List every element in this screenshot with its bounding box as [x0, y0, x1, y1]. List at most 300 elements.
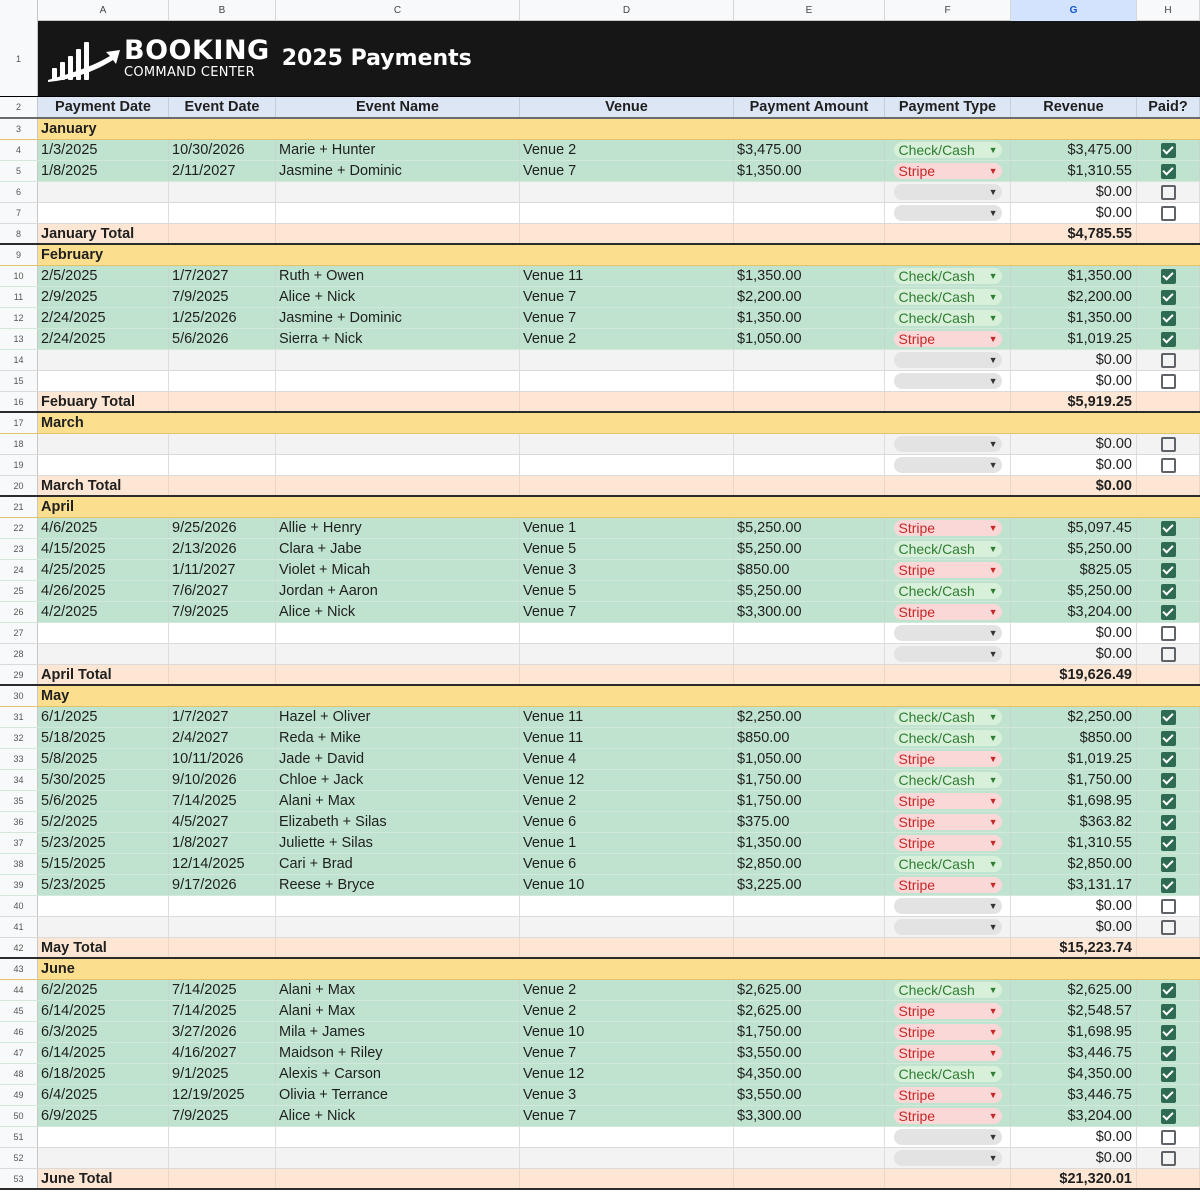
payment-date-cell[interactable]: 2/9/2025 — [38, 287, 169, 307]
payment-amount-cell[interactable]: $1,350.00 — [734, 161, 885, 181]
venue-cell[interactable]: Venue 4 — [520, 749, 734, 769]
payment-type-cell[interactable] — [885, 770, 1011, 790]
empty-cell[interactable] — [276, 896, 520, 916]
empty-cell[interactable] — [38, 371, 169, 391]
event-name-cell[interactable]: Mila + James — [276, 1022, 520, 1042]
payment-type-cell[interactable] — [885, 266, 1011, 286]
empty-cell[interactable] — [276, 434, 520, 454]
event-date-cell[interactable]: 12/14/2025 — [169, 854, 276, 874]
event-date-cell[interactable]: 7/9/2025 — [169, 287, 276, 307]
payment-type-cell[interactable] — [885, 350, 1011, 370]
payment-type-cell[interactable] — [885, 1043, 1011, 1063]
row-number[interactable]: 36 — [0, 812, 38, 832]
empty-cell[interactable] — [520, 455, 734, 475]
payment-amount-cell[interactable]: $2,625.00 — [734, 1001, 885, 1021]
paid-checkbox[interactable] — [1161, 794, 1176, 809]
revenue-cell[interactable]: $0.00 — [1011, 623, 1137, 643]
empty-cell[interactable] — [169, 917, 276, 937]
venue-cell[interactable]: Venue 3 — [520, 560, 734, 580]
event-date-cell[interactable]: 4/16/2027 — [169, 1043, 276, 1063]
payment-type-cell[interactable] — [885, 287, 1011, 307]
row-number[interactable]: 51 — [0, 1127, 38, 1147]
total-label[interactable]: June Total — [38, 1169, 169, 1188]
row-number[interactable]: 50 — [0, 1106, 38, 1126]
total-empty-cell[interactable] — [169, 1169, 276, 1188]
revenue-cell[interactable]: $2,548.57 — [1011, 1001, 1137, 1021]
paid-checkbox[interactable] — [1161, 626, 1176, 641]
payment-type-cell[interactable] — [885, 917, 1011, 937]
venue-cell[interactable]: Venue 6 — [520, 854, 734, 874]
paid-checkbox[interactable] — [1161, 311, 1176, 326]
total-empty-cell[interactable] — [885, 392, 1011, 411]
payment-type-dropdown[interactable] — [894, 982, 1002, 998]
payment-type-dropdown[interactable] — [894, 331, 1002, 347]
empty-cell[interactable] — [734, 1148, 885, 1168]
paid-checkbox[interactable] — [1161, 269, 1176, 284]
payment-type-cell[interactable] — [885, 518, 1011, 538]
paid-checkbox[interactable] — [1161, 920, 1176, 935]
empty-cell[interactable] — [734, 434, 885, 454]
total-label[interactable]: January Total — [38, 224, 169, 243]
paid-checkbox[interactable] — [1161, 290, 1176, 305]
revenue-cell[interactable]: $1,698.95 — [1011, 791, 1137, 811]
total-empty-cell[interactable] — [1137, 665, 1200, 684]
empty-cell[interactable] — [169, 1148, 276, 1168]
payment-amount-cell[interactable]: $3,475.00 — [734, 140, 885, 160]
payment-type-dropdown[interactable] — [894, 1150, 1002, 1166]
row-number[interactable]: 18 — [0, 434, 38, 454]
payment-type-cell[interactable] — [885, 161, 1011, 181]
payment-amount-cell[interactable]: $1,750.00 — [734, 791, 885, 811]
header-paid[interactable]: Paid? — [1137, 97, 1200, 117]
venue-cell[interactable]: Venue 2 — [520, 980, 734, 1000]
revenue-cell[interactable]: $1,698.95 — [1011, 1022, 1137, 1042]
event-date-cell[interactable]: 7/9/2025 — [169, 602, 276, 622]
payment-type-cell[interactable] — [885, 854, 1011, 874]
column-header-c[interactable]: C — [276, 0, 520, 21]
row-number[interactable]: 26 — [0, 602, 38, 622]
payment-date-cell[interactable]: 5/15/2025 — [38, 854, 169, 874]
row-number[interactable]: 30 — [0, 686, 38, 706]
venue-cell[interactable]: Venue 11 — [520, 728, 734, 748]
payment-date-cell[interactable]: 5/8/2025 — [38, 749, 169, 769]
title-cell[interactable] — [38, 21, 1200, 96]
empty-cell[interactable] — [520, 917, 734, 937]
month-label[interactable]: March — [41, 415, 84, 431]
payment-type-dropdown[interactable] — [894, 604, 1002, 620]
venue-cell[interactable]: Venue 1 — [520, 833, 734, 853]
event-date-cell[interactable]: 7/14/2025 — [169, 791, 276, 811]
payment-type-cell[interactable] — [885, 329, 1011, 349]
paid-checkbox[interactable] — [1161, 1130, 1176, 1145]
paid-checkbox[interactable] — [1161, 836, 1176, 851]
row-number[interactable]: 1 — [0, 21, 38, 96]
paid-checkbox[interactable] — [1161, 1046, 1176, 1061]
paid-checkbox[interactable] — [1161, 458, 1176, 473]
revenue-cell[interactable]: $3,446.75 — [1011, 1085, 1137, 1105]
payment-date-cell[interactable]: 2/5/2025 — [38, 266, 169, 286]
total-empty-cell[interactable] — [520, 392, 734, 411]
payment-amount-cell[interactable]: $375.00 — [734, 812, 885, 832]
payment-type-dropdown[interactable] — [894, 457, 1002, 473]
payment-type-dropdown[interactable] — [894, 205, 1002, 221]
payment-type-cell[interactable] — [885, 581, 1011, 601]
total-empty-cell[interactable] — [276, 392, 520, 411]
empty-cell[interactable] — [520, 371, 734, 391]
payment-type-dropdown[interactable] — [894, 709, 1002, 725]
empty-cell[interactable] — [169, 434, 276, 454]
empty-cell[interactable] — [734, 182, 885, 202]
revenue-cell[interactable]: $0.00 — [1011, 455, 1137, 475]
row-number[interactable]: 4 — [0, 140, 38, 160]
paid-checkbox[interactable] — [1161, 164, 1176, 179]
paid-checkbox[interactable] — [1161, 1151, 1176, 1166]
event-name-cell[interactable]: Maidson + Riley — [276, 1043, 520, 1063]
payment-type-cell[interactable] — [885, 1001, 1011, 1021]
row-number[interactable]: 11 — [0, 287, 38, 307]
total-empty-cell[interactable] — [169, 392, 276, 411]
empty-cell[interactable] — [276, 182, 520, 202]
header-payment-type[interactable]: Payment Type — [885, 97, 1011, 117]
payment-amount-cell[interactable]: $4,350.00 — [734, 1064, 885, 1084]
month-label[interactable]: April — [41, 499, 75, 515]
venue-cell[interactable]: Venue 12 — [520, 770, 734, 790]
total-empty-cell[interactable] — [734, 224, 885, 243]
empty-cell[interactable] — [276, 623, 520, 643]
total-empty-cell[interactable] — [734, 476, 885, 495]
payment-type-cell[interactable] — [885, 1127, 1011, 1147]
payment-amount-cell[interactable]: $3,225.00 — [734, 875, 885, 895]
event-name-cell[interactable]: Marie + Hunter — [276, 140, 520, 160]
row-number[interactable]: 23 — [0, 539, 38, 559]
total-empty-cell[interactable] — [1137, 392, 1200, 411]
event-name-cell[interactable]: Jade + David — [276, 749, 520, 769]
event-date-cell[interactable]: 2/11/2027 — [169, 161, 276, 181]
empty-cell[interactable] — [276, 455, 520, 475]
event-date-cell[interactable]: 9/17/2026 — [169, 875, 276, 895]
payment-type-dropdown[interactable] — [894, 625, 1002, 641]
total-revenue[interactable]: $15,223.74 — [1011, 938, 1137, 957]
payment-type-dropdown[interactable] — [894, 310, 1002, 326]
revenue-cell[interactable]: $0.00 — [1011, 434, 1137, 454]
event-date-cell[interactable]: 9/25/2026 — [169, 518, 276, 538]
paid-checkbox[interactable] — [1161, 185, 1176, 200]
payment-type-dropdown[interactable] — [894, 583, 1002, 599]
payment-type-cell[interactable] — [885, 812, 1011, 832]
payment-amount-cell[interactable]: $3,550.00 — [734, 1085, 885, 1105]
venue-cell[interactable]: Venue 10 — [520, 1022, 734, 1042]
revenue-cell[interactable]: $3,475.00 — [1011, 140, 1137, 160]
venue-cell[interactable]: Venue 7 — [520, 1106, 734, 1126]
row-number[interactable]: 2 — [0, 97, 38, 117]
venue-cell[interactable]: Venue 6 — [520, 812, 734, 832]
row-number[interactable]: 12 — [0, 308, 38, 328]
row-number[interactable]: 40 — [0, 896, 38, 916]
payment-amount-cell[interactable]: $3,300.00 — [734, 602, 885, 622]
row-number[interactable]: 34 — [0, 770, 38, 790]
payment-type-dropdown[interactable] — [894, 1024, 1002, 1040]
total-empty-cell[interactable] — [520, 938, 734, 957]
paid-checkbox[interactable] — [1161, 899, 1176, 914]
payment-type-dropdown[interactable] — [894, 373, 1002, 389]
payment-type-cell[interactable] — [885, 560, 1011, 580]
revenue-cell[interactable]: $0.00 — [1011, 1148, 1137, 1168]
empty-cell[interactable] — [38, 1148, 169, 1168]
paid-checkbox[interactable] — [1161, 332, 1176, 347]
payment-type-cell[interactable] — [885, 434, 1011, 454]
column-header-a[interactable]: A — [38, 0, 169, 21]
payment-type-dropdown[interactable] — [894, 646, 1002, 662]
payment-type-cell[interactable] — [885, 791, 1011, 811]
paid-checkbox[interactable] — [1161, 374, 1176, 389]
payment-date-cell[interactable]: 6/14/2025 — [38, 1001, 169, 1021]
event-date-cell[interactable]: 10/11/2026 — [169, 749, 276, 769]
payment-amount-cell[interactable]: $1,050.00 — [734, 749, 885, 769]
payment-type-dropdown[interactable] — [894, 1087, 1002, 1103]
payment-type-dropdown[interactable] — [894, 751, 1002, 767]
total-empty-cell[interactable] — [885, 476, 1011, 495]
column-header-d[interactable]: D — [520, 0, 734, 21]
total-label[interactable]: March Total — [38, 476, 169, 495]
row-number[interactable]: 10 — [0, 266, 38, 286]
revenue-cell[interactable]: $4,350.00 — [1011, 1064, 1137, 1084]
empty-cell[interactable] — [734, 623, 885, 643]
payment-type-dropdown[interactable] — [894, 898, 1002, 914]
row-number[interactable]: 41 — [0, 917, 38, 937]
total-empty-cell[interactable] — [885, 224, 1011, 243]
event-date-cell[interactable]: 3/27/2026 — [169, 1022, 276, 1042]
payment-type-cell[interactable] — [885, 707, 1011, 727]
event-name-cell[interactable]: Cari + Brad — [276, 854, 520, 874]
header-payment-date[interactable]: Payment Date — [38, 97, 169, 117]
revenue-cell[interactable]: $0.00 — [1011, 917, 1137, 937]
column-header-e[interactable]: E — [734, 0, 885, 21]
empty-cell[interactable] — [734, 644, 885, 664]
payment-type-cell[interactable] — [885, 728, 1011, 748]
empty-cell[interactable] — [169, 1127, 276, 1147]
total-revenue[interactable]: $19,626.49 — [1011, 665, 1137, 684]
payment-type-cell[interactable] — [885, 308, 1011, 328]
total-empty-cell[interactable] — [734, 392, 885, 411]
row-number[interactable]: 31 — [0, 707, 38, 727]
event-name-cell[interactable]: Reda + Mike — [276, 728, 520, 748]
row-number[interactable]: 45 — [0, 1001, 38, 1021]
total-empty-cell[interactable] — [734, 665, 885, 684]
paid-checkbox[interactable] — [1161, 563, 1176, 578]
paid-checkbox[interactable] — [1161, 521, 1176, 536]
paid-checkbox[interactable] — [1161, 437, 1176, 452]
empty-cell[interactable] — [520, 182, 734, 202]
payment-amount-cell[interactable]: $2,250.00 — [734, 707, 885, 727]
empty-cell[interactable] — [38, 644, 169, 664]
total-empty-cell[interactable] — [520, 665, 734, 684]
payment-type-cell[interactable] — [885, 1085, 1011, 1105]
venue-cell[interactable]: Venue 7 — [520, 602, 734, 622]
payment-type-cell[interactable] — [885, 602, 1011, 622]
event-date-cell[interactable]: 9/10/2026 — [169, 770, 276, 790]
event-name-cell[interactable]: Reese + Bryce — [276, 875, 520, 895]
event-date-cell[interactable]: 2/13/2026 — [169, 539, 276, 559]
row-number[interactable]: 52 — [0, 1148, 38, 1168]
venue-cell[interactable]: Venue 1 — [520, 518, 734, 538]
paid-checkbox[interactable] — [1161, 206, 1176, 221]
payment-date-cell[interactable]: 6/9/2025 — [38, 1106, 169, 1126]
empty-cell[interactable] — [38, 1127, 169, 1147]
paid-checkbox[interactable] — [1161, 1109, 1176, 1124]
empty-cell[interactable] — [169, 182, 276, 202]
payment-date-cell[interactable]: 5/23/2025 — [38, 875, 169, 895]
empty-cell[interactable] — [38, 434, 169, 454]
event-date-cell[interactable]: 1/7/2027 — [169, 707, 276, 727]
payment-type-cell[interactable] — [885, 623, 1011, 643]
revenue-cell[interactable]: $5,250.00 — [1011, 581, 1137, 601]
total-empty-cell[interactable] — [520, 476, 734, 495]
event-date-cell[interactable]: 1/7/2027 — [169, 266, 276, 286]
payment-type-cell[interactable] — [885, 644, 1011, 664]
payment-amount-cell[interactable]: $5,250.00 — [734, 539, 885, 559]
payment-type-dropdown[interactable] — [894, 562, 1002, 578]
venue-cell[interactable]: Venue 12 — [520, 1064, 734, 1084]
payment-type-dropdown[interactable] — [894, 352, 1002, 368]
empty-cell[interactable] — [38, 623, 169, 643]
payment-type-cell[interactable] — [885, 1106, 1011, 1126]
venue-cell[interactable]: Venue 7 — [520, 287, 734, 307]
payment-date-cell[interactable]: 6/2/2025 — [38, 980, 169, 1000]
empty-cell[interactable] — [520, 350, 734, 370]
header-venue[interactable]: Venue — [520, 97, 734, 117]
event-name-cell[interactable]: Alani + Max — [276, 980, 520, 1000]
row-number[interactable]: 35 — [0, 791, 38, 811]
payment-date-cell[interactable]: 5/2/2025 — [38, 812, 169, 832]
total-revenue[interactable]: $21,320.01 — [1011, 1169, 1137, 1188]
venue-cell[interactable]: Venue 2 — [520, 329, 734, 349]
row-number[interactable]: 46 — [0, 1022, 38, 1042]
payment-amount-cell[interactable]: $1,350.00 — [734, 833, 885, 853]
empty-cell[interactable] — [734, 1127, 885, 1147]
empty-cell[interactable] — [276, 917, 520, 937]
total-empty-cell[interactable] — [734, 1169, 885, 1188]
payment-type-cell[interactable] — [885, 1064, 1011, 1084]
payment-type-cell[interactable] — [885, 749, 1011, 769]
event-date-cell[interactable]: 1/25/2026 — [169, 308, 276, 328]
payment-date-cell[interactable]: 5/18/2025 — [38, 728, 169, 748]
payment-amount-cell[interactable]: $850.00 — [734, 728, 885, 748]
payment-type-cell[interactable] — [885, 371, 1011, 391]
event-name-cell[interactable]: Sierra + Nick — [276, 329, 520, 349]
column-header-h[interactable]: H — [1137, 0, 1200, 21]
row-number[interactable]: 5 — [0, 161, 38, 181]
total-label[interactable]: May Total — [38, 938, 169, 957]
month-label[interactable]: May — [41, 688, 70, 704]
payment-type-dropdown[interactable] — [894, 289, 1002, 305]
empty-cell[interactable] — [38, 896, 169, 916]
revenue-cell[interactable]: $1,019.25 — [1011, 749, 1137, 769]
revenue-cell[interactable]: $0.00 — [1011, 182, 1137, 202]
empty-cell[interactable] — [520, 1148, 734, 1168]
payment-amount-cell[interactable]: $2,850.00 — [734, 854, 885, 874]
row-number[interactable]: 15 — [0, 371, 38, 391]
total-label[interactable]: Febuary Total — [38, 392, 169, 411]
total-empty-cell[interactable] — [276, 476, 520, 495]
payment-date-cell[interactable]: 4/25/2025 — [38, 560, 169, 580]
revenue-cell[interactable]: $1,310.55 — [1011, 161, 1137, 181]
paid-checkbox[interactable] — [1161, 731, 1176, 746]
event-date-cell[interactable]: 10/30/2026 — [169, 140, 276, 160]
payment-amount-cell[interactable]: $1,350.00 — [734, 266, 885, 286]
event-name-cell[interactable]: Alice + Nick — [276, 287, 520, 307]
row-number[interactable]: 21 — [0, 497, 38, 517]
payment-type-dropdown[interactable] — [894, 814, 1002, 830]
event-date-cell[interactable]: 2/4/2027 — [169, 728, 276, 748]
paid-checkbox[interactable] — [1161, 1004, 1176, 1019]
revenue-cell[interactable]: $0.00 — [1011, 896, 1137, 916]
row-number[interactable]: 44 — [0, 980, 38, 1000]
paid-checkbox[interactable] — [1161, 143, 1176, 158]
venue-cell[interactable]: Venue 2 — [520, 1001, 734, 1021]
payment-amount-cell[interactable]: $2,625.00 — [734, 980, 885, 1000]
payment-date-cell[interactable]: 1/3/2025 — [38, 140, 169, 160]
event-name-cell[interactable]: Jasmine + Dominic — [276, 308, 520, 328]
revenue-cell[interactable]: $1,350.00 — [1011, 308, 1137, 328]
empty-cell[interactable] — [169, 644, 276, 664]
payment-type-dropdown[interactable] — [894, 856, 1002, 872]
paid-checkbox[interactable] — [1161, 353, 1176, 368]
event-name-cell[interactable]: Olivia + Terrance — [276, 1085, 520, 1105]
payment-type-cell[interactable] — [885, 455, 1011, 475]
revenue-cell[interactable]: $850.00 — [1011, 728, 1137, 748]
row-number[interactable]: 7 — [0, 203, 38, 223]
total-empty-cell[interactable] — [276, 938, 520, 957]
empty-cell[interactable] — [169, 623, 276, 643]
venue-cell[interactable]: Venue 7 — [520, 308, 734, 328]
payment-date-cell[interactable]: 5/6/2025 — [38, 791, 169, 811]
payment-date-cell[interactable]: 1/8/2025 — [38, 161, 169, 181]
venue-cell[interactable]: Venue 10 — [520, 875, 734, 895]
paid-checkbox[interactable] — [1161, 752, 1176, 767]
payment-date-cell[interactable]: 4/6/2025 — [38, 518, 169, 538]
payment-type-dropdown[interactable] — [894, 163, 1002, 179]
payment-type-cell[interactable] — [885, 539, 1011, 559]
payment-date-cell[interactable]: 6/3/2025 — [38, 1022, 169, 1042]
event-name-cell[interactable]: Ruth + Owen — [276, 266, 520, 286]
payment-amount-cell[interactable]: $1,350.00 — [734, 308, 885, 328]
row-number[interactable]: 32 — [0, 728, 38, 748]
revenue-cell[interactable]: $3,131.17 — [1011, 875, 1137, 895]
revenue-cell[interactable]: $0.00 — [1011, 1127, 1137, 1147]
event-date-cell[interactable]: 5/6/2026 — [169, 329, 276, 349]
payment-type-cell[interactable] — [885, 875, 1011, 895]
payment-type-dropdown[interactable] — [894, 436, 1002, 452]
empty-cell[interactable] — [169, 350, 276, 370]
payment-type-dropdown[interactable] — [894, 835, 1002, 851]
revenue-cell[interactable]: $3,204.00 — [1011, 1106, 1137, 1126]
payment-type-dropdown[interactable] — [894, 520, 1002, 536]
event-name-cell[interactable]: Jordan + Aaron — [276, 581, 520, 601]
event-name-cell[interactable]: Violet + Micah — [276, 560, 520, 580]
total-empty-cell[interactable] — [169, 665, 276, 684]
event-name-cell[interactable]: Chloe + Jack — [276, 770, 520, 790]
row-number[interactable]: 28 — [0, 644, 38, 664]
event-name-cell[interactable]: Alice + Nick — [276, 602, 520, 622]
payment-type-dropdown[interactable] — [894, 184, 1002, 200]
payment-amount-cell[interactable]: $850.00 — [734, 560, 885, 580]
row-number[interactable]: 14 — [0, 350, 38, 370]
payment-amount-cell[interactable]: $1,050.00 — [734, 329, 885, 349]
payment-type-cell[interactable] — [885, 896, 1011, 916]
total-empty-cell[interactable] — [885, 665, 1011, 684]
payment-type-dropdown[interactable] — [894, 541, 1002, 557]
paid-checkbox[interactable] — [1161, 815, 1176, 830]
